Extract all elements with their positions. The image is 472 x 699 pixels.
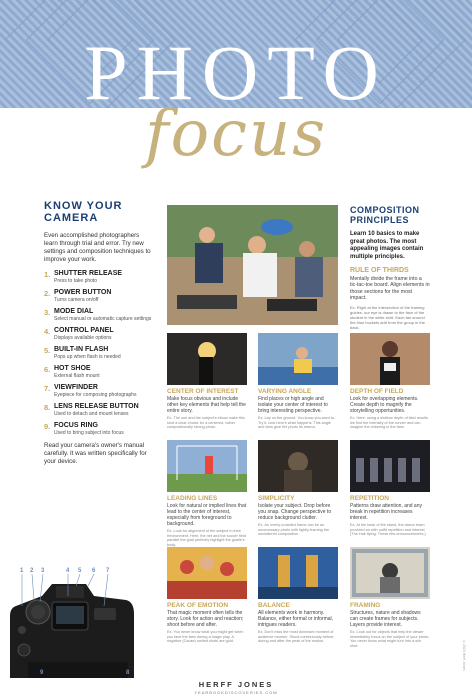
card-photo <box>167 547 247 599</box>
item-desc: Used to bring subject into focus <box>54 430 124 436</box>
list-item <box>44 327 154 341</box>
principle-card <box>258 547 338 644</box>
card-body: Isolate your subject. Drop before you snap. Change perspective to reduce background clutter. <box>258 503 332 521</box>
card-title: BALANCE <box>258 602 290 609</box>
outro-text: Read your camera's owner's manual carefully. It was written specifically for your device. <box>44 442 147 465</box>
card-body: Structures, nature and shadows can create frames for subjects. Layers provide interest. <box>350 610 421 628</box>
section-heading: KNOW YOUR CAMERA <box>44 200 123 224</box>
card-title: FRAMING <box>350 602 381 609</box>
card-photo <box>258 440 338 492</box>
card-example: Ex. The sun and the subject's elbow make this shot a clear choice for a centered, rather compositionally strong photo. <box>167 416 245 430</box>
card-photo <box>350 333 430 385</box>
principle-example: Ex. Right at the intersection of the framing guides, our eye is drawn to the face of the student in the white shirt. Each fan around the blue buckets add from the group in the back. <box>350 304 425 330</box>
footer <box>0 680 472 695</box>
list-item <box>44 422 154 436</box>
title-focus: focus <box>144 97 328 171</box>
card-example: Ex. Look out for objects that help the viewer immediately focus on the subject of your photo. You never know what might turn into a win shot. <box>350 630 430 648</box>
item-name: LENS RELEASE BUTTON <box>54 403 139 410</box>
item-number: 5. <box>44 346 51 355</box>
card-example: Ex. Lay on the ground. You know you want to. Try it, look here's what happens. This angle and view give the photo its drama. <box>258 416 336 430</box>
item-desc: Select manual or automatic capture settings <box>54 316 152 322</box>
card-title: REPETITION <box>350 495 390 502</box>
card-photo <box>258 333 338 385</box>
item-desc: Press to take photo <box>54 278 98 284</box>
callout-number: 1 <box>20 568 24 574</box>
callout-number: 4 <box>66 568 70 574</box>
principle-card <box>167 333 247 430</box>
card-photo <box>167 440 247 492</box>
item-desc: Turns camera on/off <box>54 297 99 303</box>
item-number: 2. <box>44 289 51 298</box>
callout-number: 5 <box>78 568 82 574</box>
card-title: VARYING ANGLE <box>258 388 312 395</box>
item-name: BUILT-IN FLASH <box>54 346 109 353</box>
list-item <box>44 403 154 417</box>
card-example: Ex. An overly-crowded frame can be an unnecessary photo with tightly-framing the uncluttered composition. <box>258 523 330 537</box>
callout-number: 9 <box>40 670 44 676</box>
callout-number: 2 <box>30 568 34 574</box>
item-number: 7. <box>44 384 51 393</box>
list-item <box>44 384 154 398</box>
item-number: 9. <box>44 422 51 431</box>
card-body: Look for natural or implied lines that lead to the center of interest, especially from foreground to background. <box>167 503 247 527</box>
list-item <box>44 289 154 303</box>
item-desc: Displays available options <box>54 335 112 341</box>
know-your-camera-section <box>44 200 154 466</box>
principle-card <box>258 333 338 430</box>
hero-photo-rule-of-thirds <box>167 205 338 325</box>
camera-parts-list <box>44 270 154 436</box>
title-photo: PHOTO <box>84 29 388 116</box>
intro-text: Even accomplished photographers learn through trial and error. Try new settings and composition techniques to improve your work. <box>44 232 151 263</box>
item-desc: Pops up when flash is needed <box>54 354 121 360</box>
camera-body <box>10 584 134 678</box>
item-number: 1. <box>44 270 51 279</box>
item-number: 8. <box>44 403 51 412</box>
card-example: Ex. Don't miss the most dominant moment of audience murmur. Shoot continuously before, during and after the peak of the motion. <box>258 630 335 644</box>
item-desc: Eyepiece for composing photographs <box>54 392 137 398</box>
item-name: CONTROL PANEL <box>54 327 114 334</box>
card-body: Find places or high angle and isolate your center of interest to bring interesting perspective. <box>258 396 328 414</box>
principle-card <box>167 547 247 644</box>
principle-card <box>350 547 430 648</box>
item-number: 6. <box>44 365 51 374</box>
item-desc: External flash mount <box>54 373 100 379</box>
card-title: PEAK OF EMOTION <box>167 602 229 609</box>
card-example: Ex. At the back of the stand, the dance team provided an with outfit repetition and interest. (The Hair flying. These few announcements.) <box>350 523 426 537</box>
callout-number: 8 <box>126 670 130 676</box>
principle-body: Mentally divide the frame into a tic-tac-toe board. Align elements in those sections for the most impact. <box>350 276 430 302</box>
card-title: SIMPLICITY <box>258 495 295 502</box>
card-photo <box>350 547 430 599</box>
callout-number: 6 <box>92 568 96 574</box>
card-body: Patterns draw attention, and any break in repetition increases interest. <box>350 503 422 521</box>
brand-logo-text: HERFF JONES <box>198 680 274 689</box>
list-item <box>44 346 154 360</box>
list-item <box>44 270 154 284</box>
principle-title: RULE OF THIRDS <box>350 267 409 274</box>
card-photo <box>167 333 247 385</box>
item-name: HOT SHOE <box>54 365 91 372</box>
card-example: Ex. Look for alignment of the subject in their environment. Here, the net and the soccer field parallel the goal perfectly highlight the goalie's body. <box>167 529 246 547</box>
callout-number: 7 <box>106 568 110 574</box>
card-example: Ex. Here, using a shallow depth of field results we find the intensity of the runner and can imagine the cheering in the fans. <box>350 416 428 430</box>
card-body: Look for overlapping elements. Create depth to magnify the storytelling opportunities. <box>350 396 419 414</box>
card-body: That magic moment often tells the story. Look for action and reaction; shoot before and after. <box>167 610 244 628</box>
item-name: MODE DIAL <box>54 308 94 315</box>
camera-illustration <box>8 566 136 678</box>
card-title: LEADING LINES <box>167 495 218 502</box>
card-example: Ex. You never know what you might get when you face the fans during a magic play. A negative (Cause) smiled shots are gold. <box>167 630 244 644</box>
card-title: DEPTH OF FIELD <box>350 388 404 395</box>
card-photo <box>350 440 430 492</box>
list-item <box>44 365 154 379</box>
item-name: FOCUS RING <box>54 422 98 429</box>
principle-card <box>350 333 430 430</box>
principle-card <box>167 440 247 547</box>
section-heading: COMPOSITION PRINCIPLES <box>350 205 420 225</box>
callout-number: 3 <box>41 568 45 574</box>
lead-text: Learn 10 basics to make great photos. The most appealing images contain multiple principles. <box>350 231 424 260</box>
item-desc: Used to detach and mount lenses <box>54 411 129 417</box>
principle-card <box>350 440 430 537</box>
website-url: YEARBOOKDISCOVERIES.COM <box>194 690 278 695</box>
principle-card <box>258 440 338 537</box>
card-body: Make focus obvious and include other key elements that help tell the entire story. <box>167 396 246 414</box>
item-name: SHUTTER RELEASE <box>54 270 123 277</box>
card-photo <box>258 547 338 599</box>
item-number: 4. <box>44 327 51 336</box>
card-body: All elements work in harmony. Balance, either formal or informal, intrigues readers. <box>258 610 334 628</box>
item-name: POWER BUTTON <box>54 289 112 296</box>
item-number: 3. <box>44 308 51 317</box>
card-title: CENTER OF INTEREST <box>167 388 239 395</box>
composition-principles-section <box>350 205 430 330</box>
copyright-credit: ©2015 Herff Jones <box>462 640 466 671</box>
item-name: VIEWFINDER <box>54 384 98 391</box>
list-item <box>44 308 154 322</box>
